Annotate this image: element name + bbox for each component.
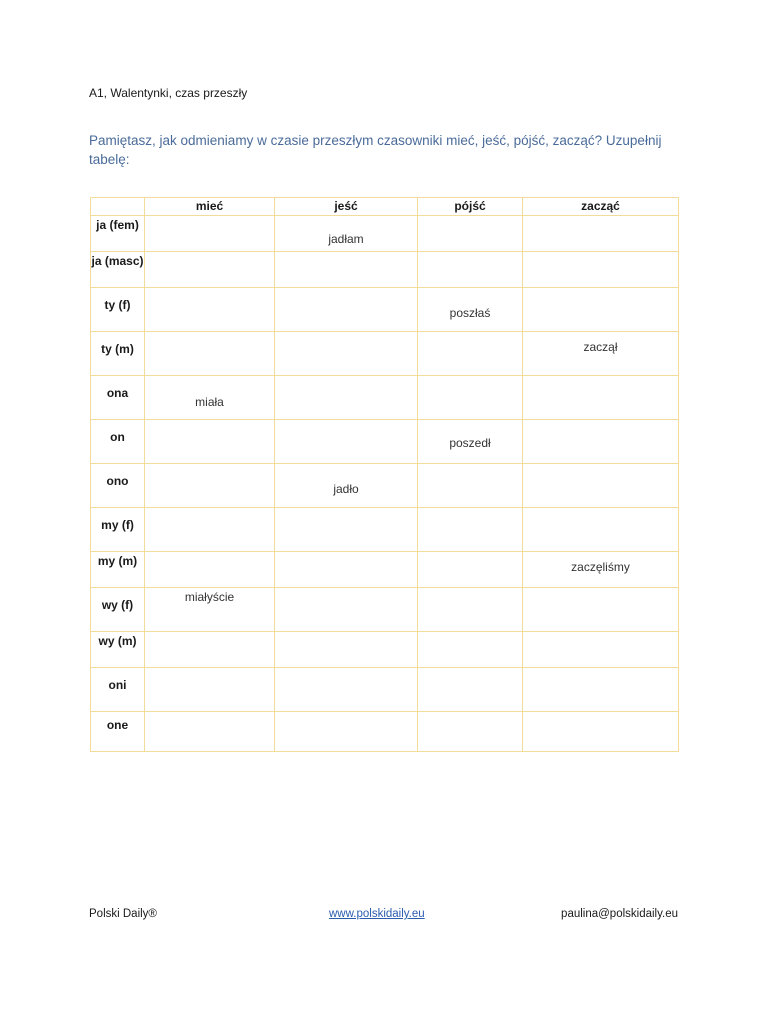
answer-cell[interactable] [418, 464, 523, 508]
table-row [91, 632, 679, 668]
answer-cell[interactable] [523, 216, 679, 252]
answer-cell[interactable] [418, 288, 523, 332]
answer-text: poszedł [449, 436, 491, 450]
answer-cell[interactable] [418, 376, 523, 420]
table-header-row [91, 198, 679, 216]
table-row [91, 508, 679, 552]
answer-cell[interactable] [145, 288, 275, 332]
answer-cell[interactable] [523, 508, 679, 552]
answer-cell[interactable] [145, 332, 275, 376]
table-row [91, 252, 679, 288]
answer-cell[interactable] [145, 420, 275, 464]
table-row [91, 332, 679, 376]
pronoun-cell: oni [91, 668, 145, 712]
table-row [91, 552, 679, 588]
footer-email: paulina@polskidaily.eu [561, 908, 678, 920]
answer-text: miała [195, 395, 224, 409]
pronoun-cell: ona [91, 376, 145, 420]
answer-cell[interactable] [275, 288, 418, 332]
header-pojsc: pójść [418, 198, 523, 216]
answer-text: poszłaś [449, 306, 491, 320]
header-miec: mieć [145, 198, 275, 216]
footer-website-link[interactable]: www.polskidaily.eu [329, 908, 425, 920]
answer-cell[interactable] [145, 588, 275, 632]
answer-cell[interactable] [418, 508, 523, 552]
table-row [91, 216, 679, 252]
header-jesc: jeść [275, 198, 418, 216]
answer-cell[interactable] [418, 712, 523, 752]
answer-text: jadłam [328, 232, 364, 246]
answer-cell[interactable] [275, 632, 418, 668]
answer-cell[interactable] [418, 588, 523, 632]
table-row [91, 376, 679, 420]
answer-cell[interactable] [523, 252, 679, 288]
answer-cell[interactable] [523, 668, 679, 712]
answer-cell[interactable] [145, 376, 275, 420]
answer-cell[interactable] [523, 376, 679, 420]
answer-cell[interactable] [418, 332, 523, 376]
table-row [91, 288, 679, 332]
answer-cell[interactable] [145, 632, 275, 668]
pronoun-cell: wy (f) [91, 588, 145, 632]
exercise-instruction: Pamiętasz, jak odmieniamy w czasie przeszłym czasowniki mieć, jeść, pójść, zacząć? Uzupełnij tabelę: [89, 133, 662, 167]
answer-cell[interactable] [275, 552, 418, 588]
answer-cell[interactable] [418, 668, 523, 712]
answer-cell[interactable] [275, 588, 418, 632]
table-row [91, 668, 679, 712]
header-zaczac: zacząć [523, 198, 679, 216]
page-heading: A1, Walentynki, czas przeszły [89, 86, 248, 100]
pronoun-cell: wy (m) [91, 632, 145, 668]
header-blank [91, 198, 145, 216]
answer-cell[interactable] [275, 464, 418, 508]
answer-cell[interactable] [145, 216, 275, 252]
answer-cell[interactable] [275, 376, 418, 420]
pronoun-cell: ty (m) [91, 332, 145, 376]
answer-cell[interactable] [523, 464, 679, 508]
answer-cell[interactable] [145, 712, 275, 752]
answer-text: jadło [333, 482, 359, 496]
answer-cell[interactable] [145, 552, 275, 588]
answer-cell[interactable] [275, 508, 418, 552]
pronoun-cell: my (f) [91, 508, 145, 552]
answer-cell[interactable] [523, 712, 679, 752]
answer-text: miałyście [184, 590, 235, 604]
table-row [91, 420, 679, 464]
pronoun-cell: ja (fem) [91, 216, 145, 252]
pronoun-cell: my (m) [91, 552, 145, 588]
pronoun-cell: ono [91, 464, 145, 508]
pronoun-cell: ty (f) [91, 288, 145, 332]
answer-text: zaczęliśmy [571, 560, 630, 574]
conjugation-table [90, 197, 679, 752]
answer-cell[interactable] [523, 332, 679, 376]
answer-cell[interactable] [275, 668, 418, 712]
table-row [91, 712, 679, 752]
answer-cell[interactable] [523, 632, 679, 668]
answer-cell[interactable] [145, 668, 275, 712]
answer-cell[interactable] [523, 420, 679, 464]
answer-cell[interactable] [418, 552, 523, 588]
answer-cell[interactable] [418, 632, 523, 668]
table-body [91, 216, 679, 752]
pronoun-cell: ja (masc) [91, 252, 145, 288]
answer-cell[interactable] [523, 552, 679, 588]
table-row [91, 588, 679, 632]
answer-cell[interactable] [418, 420, 523, 464]
answer-cell[interactable] [275, 332, 418, 376]
answer-text: zaczął [583, 340, 618, 354]
pronoun-cell: one [91, 712, 145, 752]
footer-brand: Polski Daily® [89, 908, 157, 920]
answer-cell[interactable] [275, 420, 418, 464]
answer-cell[interactable] [145, 508, 275, 552]
answer-cell[interactable] [418, 216, 523, 252]
answer-cell[interactable] [145, 252, 275, 288]
answer-cell[interactable] [145, 464, 275, 508]
table-row [91, 464, 679, 508]
answer-cell[interactable] [523, 588, 679, 632]
answer-cell[interactable] [275, 712, 418, 752]
answer-cell[interactable] [275, 216, 418, 252]
answer-cell[interactable] [275, 252, 418, 288]
answer-cell[interactable] [523, 288, 679, 332]
pronoun-cell: on [91, 420, 145, 464]
answer-cell[interactable] [418, 252, 523, 288]
